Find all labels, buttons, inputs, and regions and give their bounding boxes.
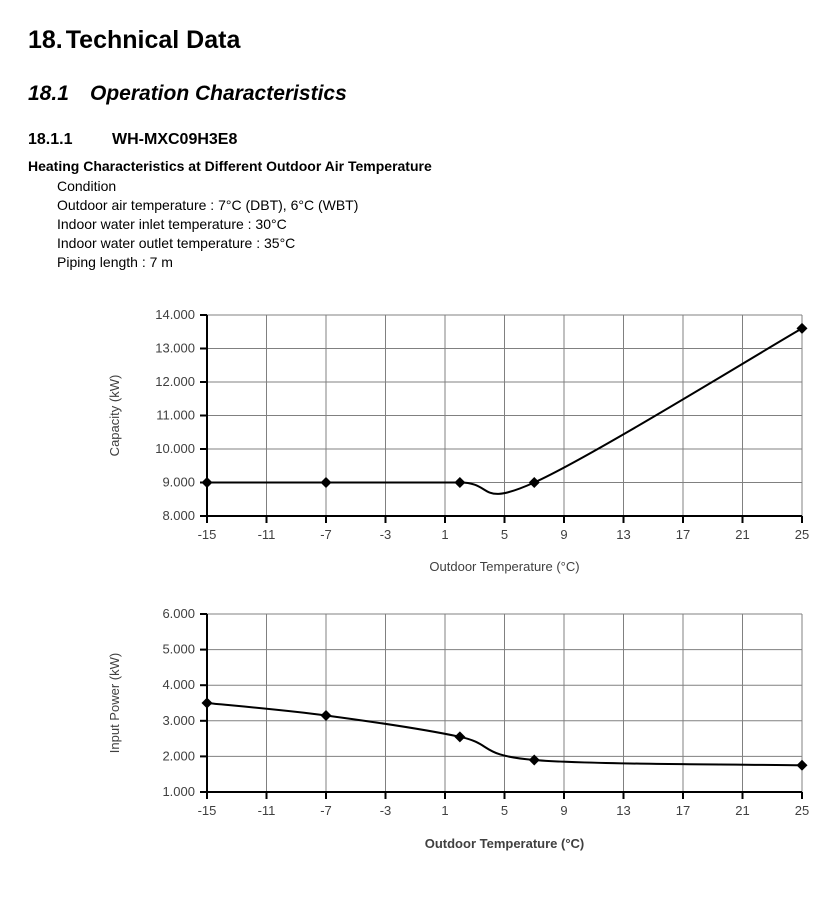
input-power-data-point-marker bbox=[454, 731, 465, 742]
y-tick-label: 1.000 bbox=[162, 784, 195, 799]
x-tick-label: 17 bbox=[675, 527, 691, 542]
x-tick-label: 21 bbox=[735, 803, 750, 818]
subsection-title: Operation Characteristics bbox=[90, 82, 347, 105]
y-tick-label: 8.000 bbox=[162, 508, 195, 523]
input-power-y-axis-title: Input Power (kW) bbox=[107, 652, 122, 754]
model-heading-number: 18.1.1 bbox=[28, 131, 73, 148]
x-tick-label: 9 bbox=[560, 527, 568, 542]
x-tick-label: 13 bbox=[616, 803, 631, 818]
x-tick-label: -3 bbox=[379, 527, 392, 542]
condition-line: Indoor water inlet temperature : 30°C bbox=[57, 216, 287, 232]
y-tick-label: 4.000 bbox=[162, 677, 195, 693]
condition-list bbox=[57, 177, 828, 272]
y-tick-label: 11.000 bbox=[156, 407, 195, 423]
heating-capacity-data-point-marker bbox=[321, 477, 332, 488]
x-tick-label: 21 bbox=[735, 527, 750, 542]
heating-capacity-data-point-marker bbox=[202, 477, 213, 488]
input-power-x-axis-title: Outdoor Temperature (°C) bbox=[424, 836, 585, 851]
y-tick-label: 12.000 bbox=[155, 374, 195, 389]
y-tick-label: 10.000 bbox=[155, 441, 195, 456]
x-tick-label: 5 bbox=[500, 527, 509, 542]
capacity-chart bbox=[0, 290, 828, 585]
x-tick-label: -15 bbox=[197, 527, 217, 542]
subsection-number: 18.1 bbox=[28, 82, 69, 105]
y-tick-label: 14.000 bbox=[155, 307, 195, 322]
y-tick-label: 2.000 bbox=[162, 748, 195, 764]
x-tick-label: 1 bbox=[441, 803, 449, 818]
model-name: WH-MXC09H3E8 bbox=[112, 131, 238, 148]
x-tick-label: 25 bbox=[794, 527, 810, 542]
x-tick-label: 1 bbox=[441, 527, 449, 542]
subsection-heading bbox=[28, 82, 828, 106]
heating-capacity-y-axis-title: Capacity (kW) bbox=[107, 374, 122, 457]
x-tick-label: 17 bbox=[675, 803, 691, 818]
input-power-chart bbox=[0, 595, 828, 865]
x-tick-label: 9 bbox=[560, 803, 568, 818]
document-page bbox=[0, 0, 828, 272]
heating-capacity-data-point-marker bbox=[529, 477, 540, 488]
x-tick-label: 13 bbox=[616, 527, 631, 542]
y-tick-label: 3.000 bbox=[162, 712, 195, 728]
x-tick-label: 25 bbox=[794, 803, 810, 818]
section-heading bbox=[28, 26, 828, 55]
input-power-data-point-marker bbox=[321, 710, 332, 721]
y-tick-label: 13.000 bbox=[155, 340, 195, 356]
heating-capacity-data-point-marker bbox=[454, 477, 465, 488]
x-tick-label: -7 bbox=[320, 803, 332, 818]
x-tick-label: -11 bbox=[257, 527, 276, 542]
condition-line: Condition bbox=[57, 178, 117, 194]
model-heading bbox=[28, 131, 828, 149]
x-tick-label: -15 bbox=[197, 803, 217, 818]
x-tick-label: -7 bbox=[320, 527, 332, 542]
condition-line: Outdoor air temperature : 7°C (DBT), 6°C (WBT) bbox=[57, 197, 359, 213]
heating-capacity-data-point-marker bbox=[797, 323, 808, 334]
condition-line: Indoor water outlet temperature : 35°C bbox=[57, 235, 296, 251]
heating-capacity-x-axis-title: Outdoor Temperature (°C) bbox=[429, 559, 580, 574]
input-power-data-point-marker bbox=[202, 698, 213, 709]
chart-block-title: Heating Characteristics at Different Outdoor Air Temperature bbox=[28, 158, 432, 174]
input-power-data-point-marker bbox=[797, 760, 808, 771]
y-tick-label: 5.000 bbox=[162, 641, 195, 657]
section-title: Technical Data bbox=[65, 26, 241, 54]
x-tick-label: -11 bbox=[257, 803, 276, 818]
y-tick-label: 6.000 bbox=[162, 606, 195, 621]
x-tick-label: -3 bbox=[379, 803, 392, 818]
condition-line: Piping length : 7 m bbox=[57, 254, 173, 270]
section-number: 18. bbox=[28, 26, 63, 54]
x-tick-label: 5 bbox=[500, 803, 509, 818]
y-tick-label: 9.000 bbox=[162, 474, 195, 490]
